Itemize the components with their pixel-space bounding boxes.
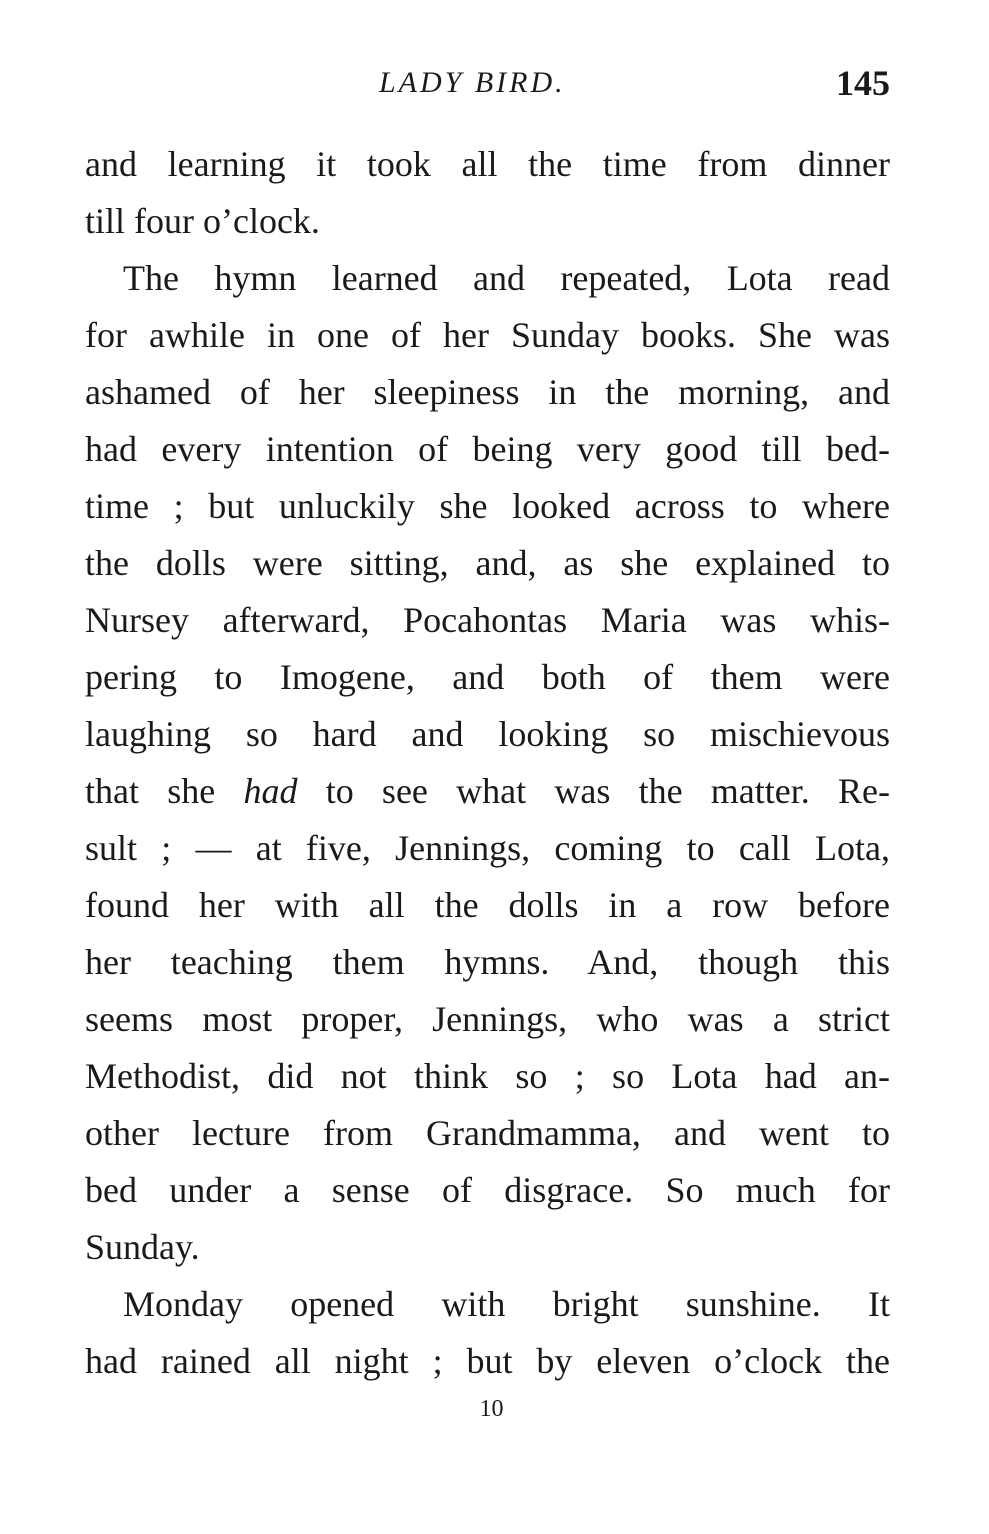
text-line: pering to Imogene, and both of them were: [85, 657, 890, 697]
text-line: [85, 763, 890, 820]
text-segment: that she: [85, 771, 244, 811]
signature-mark-text: 10: [479, 1396, 504, 1422]
text-line: ashamed of her sleepiness in the morning, and: [85, 372, 890, 412]
text-line: for awhile in one of her Sunday books. She was: [85, 315, 890, 355]
text-line: her teaching them hymns. And, though this: [85, 942, 890, 982]
text-line: sult ; — at five, Jennings, coming to call Lota,: [85, 828, 890, 868]
signature-mark: [0, 1396, 989, 1423]
text-line: seems most proper, Jennings, who was a strict: [85, 999, 890, 1039]
text-segment: to see what was the matter. Re-: [297, 771, 890, 811]
page-number: 145: [836, 63, 890, 103]
text-line: had rained all night ; but by eleven o’clock the: [85, 1341, 890, 1381]
text-line: and learning it took all the time from dinner: [85, 144, 890, 184]
text-line: Monday opened with bright sunshine. It: [123, 1284, 890, 1324]
running-head: [85, 63, 890, 106]
body-text: [85, 136, 890, 1390]
text-line: Methodist, did not think so ; so Lota had an-: [85, 1056, 890, 1096]
text-line: the dolls were sitting, and, as she explained to: [85, 543, 890, 583]
emphasis: had: [243, 771, 298, 811]
text-line: bed under a sense of disgrace. So much for: [85, 1170, 890, 1210]
text-line: had every intention of being very good till bed-: [85, 429, 890, 469]
text-line: till four o’clock.: [85, 201, 320, 241]
text-line: Nursey afterward, Pocahontas Maria was whis-: [85, 600, 890, 640]
running-title: LADY BIRD.: [379, 66, 566, 99]
text-line: time ; but unluckily she looked across to where: [85, 486, 890, 526]
text-line: laughing so hard and looking so mischievous: [85, 714, 890, 754]
text-line: found her with all the dolls in a row before: [85, 885, 890, 925]
text-line: other lecture from Grandmamma, and went to: [85, 1113, 890, 1153]
text-line: The hymn learned and repeated, Lota read: [123, 258, 890, 298]
text-line: Sunday.: [85, 1227, 200, 1267]
